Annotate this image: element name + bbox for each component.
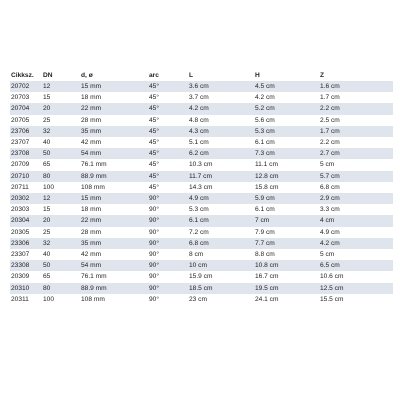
cell-z: 5 cm [319, 159, 393, 170]
cell-arc: 90° [148, 238, 188, 249]
table-row [10, 260, 393, 271]
header-height: H [255, 72, 260, 79]
cell-arc: 45° [148, 126, 188, 137]
cell-arc: 90° [148, 215, 188, 226]
cell-length: 7.2 cm [188, 227, 254, 238]
cell-length: 18.5 cm [188, 283, 254, 294]
cell-item-number: 20709 [10, 159, 42, 170]
cell-item-number: 23707 [10, 137, 42, 148]
cell-dn: 80 [42, 283, 80, 294]
cell-arc: 45° [148, 92, 188, 103]
cell-item-number: 20310 [10, 283, 42, 294]
cell-height: 4.2 cm [254, 92, 319, 103]
cell-z: 10.6 cm [319, 271, 393, 282]
cell-z: 5 cm [319, 249, 393, 260]
cell-dn: 80 [42, 171, 80, 182]
cell-height: 7.3 cm [254, 148, 319, 159]
cell-length: 6.2 cm [188, 148, 254, 159]
cell-item-number: 20702 [10, 81, 42, 92]
cell-height: 24.1 cm [254, 294, 319, 305]
table-row [10, 271, 393, 282]
cell-length: 8 cm [188, 249, 254, 260]
cell-height: 5.2 cm [254, 103, 319, 114]
cell-arc: 90° [148, 260, 188, 271]
cell-dn: 32 [42, 126, 80, 137]
cell-z: 2.9 cm [319, 193, 393, 204]
cell-z: 4.9 cm [319, 227, 393, 238]
cell-z: 1.6 cm [319, 81, 393, 92]
cell-diameter: 28 mm [80, 227, 148, 238]
cell-item-number: 20309 [10, 271, 42, 282]
cell-height: 5.9 cm [254, 193, 319, 204]
cell-dn: 32 [42, 238, 80, 249]
cell-item-number: 20305 [10, 227, 42, 238]
cell-dn: 50 [42, 148, 80, 159]
table-row [10, 103, 393, 114]
cell-length: 4.8 cm [188, 115, 254, 126]
cell-length: 5.1 cm [188, 137, 254, 148]
cell-dn: 100 [42, 294, 80, 305]
cell-arc: 45° [148, 159, 188, 170]
cell-dn: 12 [42, 81, 80, 92]
cell-item-number: 20705 [10, 115, 42, 126]
table-row [10, 215, 393, 226]
cell-length: 3.6 cm [188, 81, 254, 92]
cell-length: 10 cm [188, 260, 254, 271]
cell-length: 5.3 cm [188, 204, 254, 215]
table-row [10, 159, 393, 170]
cell-dn: 25 [42, 227, 80, 238]
table-row [10, 126, 393, 137]
cell-height: 5.3 cm [254, 126, 319, 137]
cell-height: 8.8 cm [254, 249, 319, 260]
cell-z: 12.5 cm [319, 283, 393, 294]
table-row [10, 204, 393, 215]
cell-diameter: 18 mm [80, 92, 148, 103]
cell-z: 6.5 cm [319, 260, 393, 271]
table-row [10, 283, 393, 294]
table-row [10, 227, 393, 238]
cell-arc: 90° [148, 271, 188, 282]
cell-dn: 65 [42, 159, 80, 170]
cell-diameter: 35 mm [80, 238, 148, 249]
cell-diameter: 42 mm [80, 137, 148, 148]
cell-arc: 45° [148, 171, 188, 182]
cell-arc: 45° [148, 148, 188, 159]
table-row [10, 148, 393, 159]
cell-diameter: 108 mm [80, 294, 148, 305]
table-header [10, 71, 393, 81]
cell-diameter: 54 mm [80, 148, 148, 159]
table-row [10, 182, 393, 193]
cell-z: 1.7 cm [319, 92, 393, 103]
cell-item-number: 20711 [10, 182, 42, 193]
cell-item-number: 23706 [10, 126, 42, 137]
cell-arc: 90° [148, 283, 188, 294]
cell-height: 7.9 cm [254, 227, 319, 238]
table-row [10, 115, 393, 126]
cell-diameter: 76.1 mm [80, 159, 148, 170]
cell-arc: 45° [148, 115, 188, 126]
cell-item-number: 20710 [10, 171, 42, 182]
header-item-number: Cikksz. [11, 72, 34, 79]
cell-arc: 90° [148, 294, 188, 305]
cell-item-number: 23308 [10, 260, 42, 271]
cell-dn: 50 [42, 260, 80, 271]
cell-diameter: 15 mm [80, 193, 148, 204]
cell-arc: 90° [148, 204, 188, 215]
cell-length: 10.3 cm [188, 159, 254, 170]
cell-dn: 40 [42, 137, 80, 148]
cell-dn: 12 [42, 193, 80, 204]
table-row [10, 294, 393, 305]
cell-item-number: 20311 [10, 294, 42, 305]
table-row [10, 81, 393, 92]
table-row [10, 249, 393, 260]
header-row [10, 71, 393, 81]
cell-dn: 65 [42, 271, 80, 282]
table-row [10, 92, 393, 103]
table-row [10, 171, 393, 182]
cell-length: 3.7 cm [188, 92, 254, 103]
cell-height: 6.1 cm [254, 204, 319, 215]
cell-height: 5.6 cm [254, 115, 319, 126]
cell-z: 1.7 cm [319, 126, 393, 137]
table-body [10, 81, 393, 305]
cell-length: 4.2 cm [188, 103, 254, 114]
cell-diameter: 76.1 mm [80, 271, 148, 282]
cell-dn: 100 [42, 182, 80, 193]
cell-item-number: 20703 [10, 92, 42, 103]
cell-arc: 45° [148, 103, 188, 114]
cell-z: 2.2 cm [319, 103, 393, 114]
cell-diameter: 88.9 mm [80, 171, 148, 182]
cell-dn: 25 [42, 115, 80, 126]
cell-z: 4 cm [319, 215, 393, 226]
cell-diameter: 42 mm [80, 249, 148, 260]
header-diameter: d, ø [81, 72, 93, 79]
cell-diameter: 54 mm [80, 260, 148, 271]
cell-dn: 20 [42, 103, 80, 114]
cell-length: 6.1 cm [188, 215, 254, 226]
cell-diameter: 22 mm [80, 215, 148, 226]
cell-length: 14.3 cm [188, 182, 254, 193]
cell-dn: 15 [42, 204, 80, 215]
cell-item-number: 20302 [10, 193, 42, 204]
cell-z: 6.8 cm [319, 182, 393, 193]
cell-z: 2.2 cm [319, 137, 393, 148]
cell-z: 2.7 cm [319, 148, 393, 159]
header-z: Z [320, 72, 325, 79]
fittings-spec-table [10, 71, 393, 305]
cell-height: 15.8 cm [254, 182, 319, 193]
cell-diameter: 28 mm [80, 115, 148, 126]
cell-height: 19.5 cm [254, 283, 319, 294]
cell-dn: 20 [42, 215, 80, 226]
cell-arc: 45° [148, 182, 188, 193]
cell-diameter: 22 mm [80, 103, 148, 114]
cell-height: 4.5 cm [254, 81, 319, 92]
cell-length: 23 cm [188, 294, 254, 305]
cell-height: 7 cm [254, 215, 319, 226]
cell-length: 4.9 cm [188, 193, 254, 204]
cell-height: 12.8 cm [254, 171, 319, 182]
cell-item-number: 20304 [10, 215, 42, 226]
cell-item-number: 23306 [10, 238, 42, 249]
cell-arc: 90° [148, 193, 188, 204]
cell-arc: 45° [148, 137, 188, 148]
cell-item-number: 20303 [10, 204, 42, 215]
cell-item-number: 23307 [10, 249, 42, 260]
cell-dn: 40 [42, 249, 80, 260]
cell-diameter: 35 mm [80, 126, 148, 137]
cell-arc: 45° [148, 81, 188, 92]
cell-diameter: 18 mm [80, 204, 148, 215]
cell-diameter: 15 mm [80, 81, 148, 92]
cell-length: 4.3 cm [188, 126, 254, 137]
cell-length: 11.7 cm [188, 171, 254, 182]
cell-height: 6.1 cm [254, 137, 319, 148]
cell-diameter: 88.9 mm [80, 283, 148, 294]
table-row [10, 238, 393, 249]
cell-height: 11.1 cm [254, 159, 319, 170]
cell-z: 3.3 cm [319, 204, 393, 215]
cell-dn: 15 [42, 92, 80, 103]
cell-height: 16.7 cm [254, 271, 319, 282]
cell-height: 10.8 cm [254, 260, 319, 271]
product-spec-sheet [10, 71, 393, 305]
cell-item-number: 23708 [10, 148, 42, 159]
cell-arc: 90° [148, 227, 188, 238]
cell-z: 2.5 cm [319, 115, 393, 126]
cell-z: 5.7 cm [319, 171, 393, 182]
cell-item-number: 20704 [10, 103, 42, 114]
table-row [10, 137, 393, 148]
header-arc: arc [149, 72, 159, 79]
cell-arc: 90° [148, 249, 188, 260]
cell-length: 6.8 cm [188, 238, 254, 249]
cell-length: 15.9 cm [188, 271, 254, 282]
cell-z: 4.2 cm [319, 238, 393, 249]
table-row [10, 193, 393, 204]
cell-z: 15.5 cm [319, 294, 393, 305]
header-length: L [189, 72, 194, 79]
cell-height: 7.7 cm [254, 238, 319, 249]
cell-diameter: 108 mm [80, 182, 148, 193]
header-dn: DN [43, 72, 53, 79]
